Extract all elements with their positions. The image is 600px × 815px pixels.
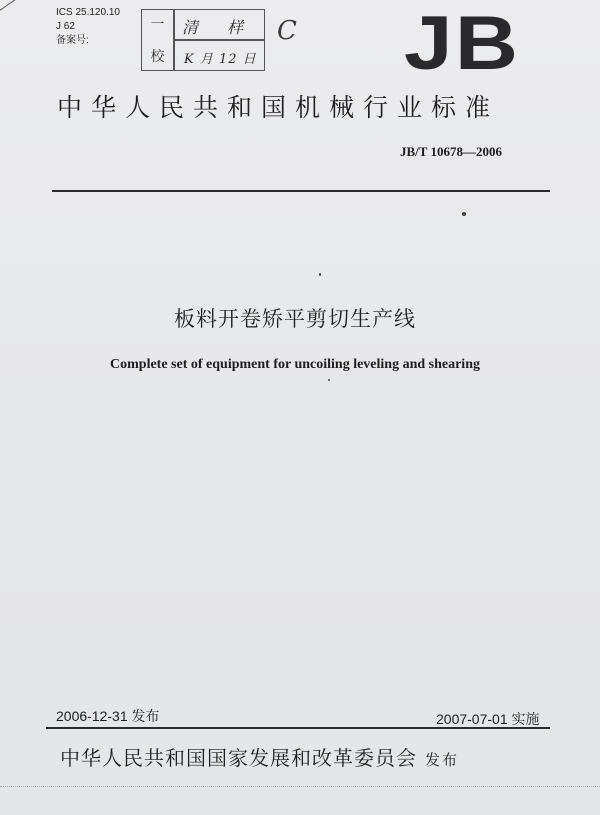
record-number-label: 备案号: (56, 35, 89, 46)
document-title-chinese: 板料开卷矫平剪切生产线 (174, 307, 416, 331)
ics-code: ICS 25.120.10 (56, 7, 120, 18)
corner-scan-mark (0, 0, 24, 15)
stamp-handwriting-date: K 月 12 日 (184, 52, 257, 67)
document-title-english: Complete set of equipment for uncoiling leveling and shearing (110, 357, 480, 372)
stamp-label-top: 一 (150, 17, 165, 33)
footer-divider (46, 727, 550, 729)
stamp-handwriting-top: 清 样 (182, 18, 256, 37)
page-bottom-edge (0, 786, 600, 789)
standard-number: JB/T 10678—2006 (400, 144, 502, 159)
publisher-line (60, 742, 459, 771)
jb-logo: JB (404, 1, 521, 86)
ccs-code: J 62 (56, 21, 75, 32)
stamp-divider-horizontal (173, 39, 264, 41)
publisher-name: 中华人民共和国国家发展和改革委员会 (60, 746, 417, 770)
classification-block (56, 6, 120, 48)
scan-speck (462, 212, 466, 216)
implementation-date: 2007-07-01 实施 (436, 711, 540, 727)
publisher-suffix: 发布 (425, 751, 460, 769)
scan-speck (319, 273, 321, 276)
standard-organization-title: 中华人民共和国机械行业标准 (57, 93, 500, 122)
stamp-label-bottom: 校 (150, 49, 165, 65)
scan-speck (328, 379, 330, 381)
issue-date: 2006-12-31 发布 (56, 708, 160, 724)
header-divider (52, 190, 550, 192)
proofreading-stamp (141, 9, 265, 71)
handwritten-margin-mark: C (277, 16, 297, 46)
